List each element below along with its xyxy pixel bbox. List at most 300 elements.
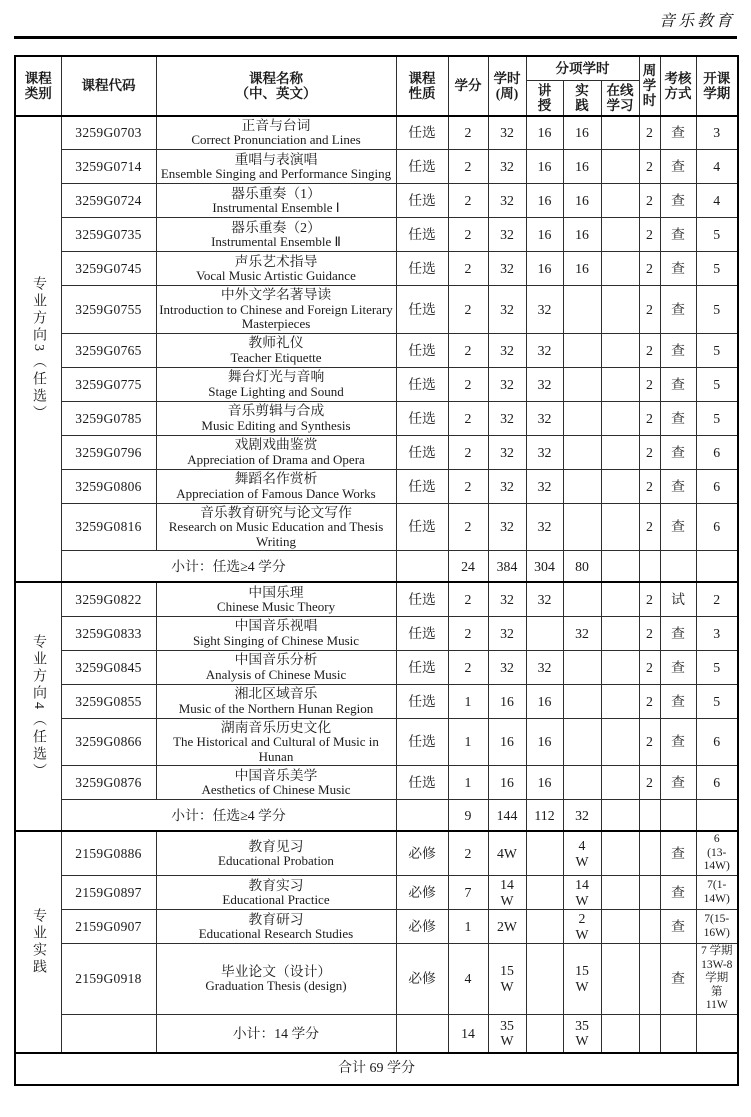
course-name-en: Teacher Etiquette <box>230 349 322 365</box>
subtotal-assessment-cell <box>660 551 696 583</box>
cell-course-code: 2159G0886 <box>61 831 156 875</box>
cell-online-hours <box>601 831 639 875</box>
cell-assessment: 查 <box>660 650 696 684</box>
cell-weekly-hours <box>639 876 660 910</box>
subtotal-nature-cell <box>396 800 448 832</box>
cell-credits: 2 <box>448 469 488 503</box>
cell-practice-hours: 2 W <box>563 910 601 944</box>
category-label: 专业实践 <box>30 908 46 976</box>
col-header-nature: 课程 性质 <box>396 56 448 116</box>
course-name-cn: 音乐教育研究与论文写作 <box>200 504 352 520</box>
course-name-cn: 器乐重奏（1） <box>231 185 321 201</box>
cell-hours: 32 <box>488 616 526 650</box>
course-row <box>15 503 738 551</box>
cell-semester: 5 <box>696 684 738 718</box>
course-name-cn: 器乐重奏（2） <box>231 219 321 235</box>
cell-nature: 任选 <box>396 469 448 503</box>
cell-lecture-hours <box>526 910 563 944</box>
cell-online-hours <box>601 252 639 286</box>
course-name-cn: 音乐剪辑与合成 <box>227 403 325 419</box>
course-row <box>15 469 738 503</box>
subtotal-weekly-cell <box>639 551 660 583</box>
cell-online-hours <box>601 435 639 469</box>
cell-semester: 5 <box>696 333 738 367</box>
subtotal-nature-cell <box>396 1014 448 1052</box>
course-name-en: Instrumental Ensemble Ⅰ <box>212 200 340 216</box>
cell-credits: 2 <box>448 401 488 435</box>
cell-practice-hours <box>563 469 601 503</box>
total-row <box>15 1053 738 1085</box>
cell-semester: 5 <box>696 401 738 435</box>
course-row <box>15 718 738 766</box>
subtotal-lecture: 304 <box>526 551 563 583</box>
subtotal-practice: 32 <box>563 800 601 832</box>
cell-weekly-hours: 2 <box>639 616 660 650</box>
col-header-credits: 学分 <box>448 56 488 116</box>
cell-semester: 7(15- 16W) <box>696 910 738 944</box>
course-name-en: Correct Pronunciation and Lines <box>191 132 361 148</box>
course-row <box>15 333 738 367</box>
cell-practice-hours: 16 <box>563 116 601 150</box>
course-name-en: Instrumental Ensemble Ⅱ <box>211 234 341 250</box>
cell-practice-hours <box>563 333 601 367</box>
cell-course-code: 3259G0785 <box>61 401 156 435</box>
subtotal-online-cell <box>601 551 639 583</box>
course-row <box>15 218 738 252</box>
cell-lecture-hours: 16 <box>526 218 563 252</box>
course-name-cn: 教育实习 <box>248 877 304 893</box>
cell-nature: 任选 <box>396 766 448 800</box>
course-name-en: Educational Practice <box>222 891 330 907</box>
cell-weekly-hours: 2 <box>639 503 660 551</box>
cell-online-hours <box>601 876 639 910</box>
cell-credits: 2 <box>448 616 488 650</box>
subtotal-empty-code-cell <box>61 1014 156 1052</box>
cell-course-code: 3259G0806 <box>61 469 156 503</box>
cell-course-code: 3259G0816 <box>61 503 156 551</box>
course-row <box>15 876 738 910</box>
cell-credits: 2 <box>448 150 488 184</box>
subtotal-nature-cell <box>396 551 448 583</box>
cell-practice-hours <box>563 367 601 401</box>
cell-assessment: 查 <box>660 616 696 650</box>
cell-semester: 6 <box>696 469 738 503</box>
cell-hours: 32 <box>488 401 526 435</box>
cell-credits: 7 <box>448 876 488 910</box>
cell-online-hours <box>601 616 639 650</box>
cell-semester: 6 <box>696 503 738 551</box>
cell-practice-hours <box>563 286 601 334</box>
cell-online-hours <box>601 184 639 218</box>
cell-nature: 任选 <box>396 184 448 218</box>
cell-course-name <box>156 116 396 150</box>
cell-weekly-hours: 2 <box>639 184 660 218</box>
cell-nature: 必修 <box>396 910 448 944</box>
cell-semester: 3 <box>696 116 738 150</box>
cell-lecture-hours: 32 <box>526 367 563 401</box>
cell-nature: 任选 <box>396 401 448 435</box>
cell-assessment: 查 <box>660 218 696 252</box>
subtotal-lecture <box>526 1014 563 1052</box>
col-header-sub-hours: 分项学时 <box>526 56 639 80</box>
header-row-1 <box>15 56 738 80</box>
subtotal-label: 小计：14 学分 <box>156 1014 396 1052</box>
cell-credits: 2 <box>448 435 488 469</box>
subtotal-semester-cell <box>696 551 738 583</box>
page-header-title: 音乐教育 <box>658 13 735 30</box>
cell-weekly-hours: 2 <box>639 150 660 184</box>
cell-credits: 1 <box>448 684 488 718</box>
cell-nature: 任选 <box>396 150 448 184</box>
cell-practice-hours <box>563 718 601 766</box>
subtotal-practice: 80 <box>563 551 601 583</box>
course-name-cn: 毕业论文（设计） <box>220 963 332 979</box>
cell-hours: 32 <box>488 252 526 286</box>
category-label: 专业方向3（任选） <box>30 276 46 422</box>
cell-weekly-hours: 2 <box>639 286 660 334</box>
cell-course-code: 3259G0755 <box>61 286 156 334</box>
cell-course-name <box>156 333 396 367</box>
curriculum-table <box>14 55 739 1086</box>
cell-practice-hours: 16 <box>563 150 601 184</box>
cell-practice-hours: 16 <box>563 184 601 218</box>
cell-weekly-hours: 2 <box>639 252 660 286</box>
cell-practice-hours: 14 W <box>563 876 601 910</box>
subtotal-row <box>15 1014 738 1052</box>
cell-assessment: 查 <box>660 831 696 875</box>
cell-weekly-hours: 2 <box>639 650 660 684</box>
cell-credits: 1 <box>448 766 488 800</box>
col-header-semester: 开课 学期 <box>696 56 738 116</box>
cell-hours: 32 <box>488 367 526 401</box>
col-header-name: 课程名称 （中、英文） <box>156 56 396 116</box>
course-row <box>15 910 738 944</box>
category-cell <box>15 831 61 1052</box>
course-row <box>15 650 738 684</box>
cell-lecture-hours: 32 <box>526 333 563 367</box>
cell-assessment: 查 <box>660 503 696 551</box>
cell-hours: 32 <box>488 150 526 184</box>
cell-lecture-hours: 32 <box>526 503 563 551</box>
cell-assessment: 查 <box>660 252 696 286</box>
cell-course-name <box>156 286 396 334</box>
cell-assessment: 查 <box>660 766 696 800</box>
cell-hours: 16 <box>488 718 526 766</box>
cell-assessment: 查 <box>660 469 696 503</box>
course-row <box>15 616 738 650</box>
cell-nature: 任选 <box>396 218 448 252</box>
cell-course-code: 3259G0714 <box>61 150 156 184</box>
cell-online-hours <box>601 367 639 401</box>
cell-lecture-hours <box>526 944 563 1015</box>
subtotal-credits: 9 <box>448 800 488 832</box>
col-header-practice: 实 践 <box>563 80 601 116</box>
cell-weekly-hours: 2 <box>639 582 660 616</box>
cell-online-hours <box>601 469 639 503</box>
cell-credits: 4 <box>448 944 488 1015</box>
course-row <box>15 150 738 184</box>
cell-practice-hours: 32 <box>563 616 601 650</box>
subtotal-lecture: 112 <box>526 800 563 832</box>
cell-semester: 5 <box>696 650 738 684</box>
cell-nature: 任选 <box>396 582 448 616</box>
col-header-weekly: 周 学 时 <box>639 56 660 116</box>
cell-weekly-hours <box>639 944 660 1015</box>
cell-semester: 7(1- 14W) <box>696 876 738 910</box>
cell-hours: 32 <box>488 218 526 252</box>
cell-practice-hours <box>563 766 601 800</box>
cell-assessment: 查 <box>660 944 696 1015</box>
course-name-en: Appreciation of Famous Dance Works <box>176 485 376 501</box>
cell-hours: 32 <box>488 582 526 616</box>
cell-nature: 任选 <box>396 718 448 766</box>
category-label: 专业方向4（任选） <box>30 633 46 780</box>
course-name-cn: 教师礼仪 <box>248 335 304 351</box>
cell-course-name <box>156 582 396 616</box>
course-name-en: Analysis of Chinese Music <box>205 666 347 682</box>
cell-nature: 必修 <box>396 876 448 910</box>
cell-nature: 任选 <box>396 684 448 718</box>
cell-course-name <box>156 910 396 944</box>
course-name-en: Aesthetics of Chinese Music <box>201 782 351 798</box>
subtotal-credits: 24 <box>448 551 488 583</box>
cell-hours: 32 <box>488 435 526 469</box>
cell-lecture-hours: 32 <box>526 286 563 334</box>
cell-assessment: 查 <box>660 401 696 435</box>
cell-online-hours <box>601 582 639 616</box>
cell-credits: 2 <box>448 218 488 252</box>
col-header-online: 在线 学习 <box>601 80 639 116</box>
cell-weekly-hours: 2 <box>639 218 660 252</box>
cell-semester: 6 <box>696 435 738 469</box>
cell-weekly-hours: 2 <box>639 401 660 435</box>
course-name-en: Ensemble Singing and Performance Singing <box>160 166 392 182</box>
subtotal-hours: 384 <box>488 551 526 583</box>
course-name-cn: 湖南音乐历史文化 <box>220 719 332 735</box>
col-header-assessment: 考核 方式 <box>660 56 696 116</box>
course-name-cn: 舞蹈名作赏析 <box>234 471 318 487</box>
course-name-cn: 中国乐理 <box>248 584 304 600</box>
cell-course-code: 2159G0918 <box>61 944 156 1015</box>
cell-assessment: 查 <box>660 876 696 910</box>
cell-lecture-hours <box>526 616 563 650</box>
cell-assessment: 查 <box>660 910 696 944</box>
subtotal-label: 小计：任选≥4 学分 <box>61 800 396 832</box>
cell-semester: 6 <box>696 766 738 800</box>
cell-credits: 1 <box>448 910 488 944</box>
course-name-en: Appreciation of Drama and Opera <box>187 451 365 467</box>
cell-assessment: 查 <box>660 150 696 184</box>
cell-course-code: 3259G0735 <box>61 218 156 252</box>
cell-weekly-hours: 2 <box>639 718 660 766</box>
cell-hours: 32 <box>488 650 526 684</box>
course-name-en: Music of the Northern Hunan Region <box>178 700 374 716</box>
course-row <box>15 582 738 616</box>
cell-online-hours <box>601 910 639 944</box>
cell-online-hours <box>601 684 639 718</box>
cell-weekly-hours: 2 <box>639 435 660 469</box>
cell-assessment: 查 <box>660 333 696 367</box>
cell-credits: 2 <box>448 286 488 334</box>
cell-credits: 2 <box>448 831 488 875</box>
subtotal-row <box>15 551 738 583</box>
cell-practice-hours <box>563 435 601 469</box>
col-header-lecture: 讲 授 <box>526 80 563 116</box>
course-row <box>15 684 738 718</box>
cell-assessment: 查 <box>660 184 696 218</box>
course-row <box>15 766 738 800</box>
cell-credits: 2 <box>448 582 488 616</box>
cell-practice-hours: 4 W <box>563 831 601 875</box>
course-name-en: Introduction to Chinese and Foreign Literary Masterpieces <box>159 301 393 332</box>
course-name-cn: 教育见习 <box>248 838 304 854</box>
cell-credits: 2 <box>448 333 488 367</box>
subtotal-semester-cell <box>696 1014 738 1052</box>
cell-semester: 6 <box>696 718 738 766</box>
cell-online-hours <box>601 116 639 150</box>
cell-semester: 5 <box>696 252 738 286</box>
cell-practice-hours: 16 <box>563 218 601 252</box>
cell-course-name <box>156 650 396 684</box>
cell-nature: 任选 <box>396 435 448 469</box>
cell-practice-hours: 16 <box>563 252 601 286</box>
course-row <box>15 944 738 1015</box>
cell-online-hours <box>601 401 639 435</box>
cell-course-code: 2159G0907 <box>61 910 156 944</box>
cell-weekly-hours: 2 <box>639 766 660 800</box>
cell-course-code: 3259G0855 <box>61 684 156 718</box>
cell-semester: 3 <box>696 616 738 650</box>
cell-hours: 32 <box>488 503 526 551</box>
cell-weekly-hours: 2 <box>639 116 660 150</box>
cell-hours: 4W <box>488 831 526 875</box>
col-header-category: 课程 类别 <box>15 56 61 116</box>
cell-course-name <box>156 718 396 766</box>
cell-course-name <box>156 150 396 184</box>
course-row <box>15 367 738 401</box>
cell-hours: 2W <box>488 910 526 944</box>
course-name-cn: 戏剧戏曲鉴赏 <box>234 437 318 453</box>
subtotal-hours: 144 <box>488 800 526 832</box>
cell-course-code: 3259G0745 <box>61 252 156 286</box>
subtotal-assessment-cell <box>660 1014 696 1052</box>
category-cell <box>15 116 61 583</box>
subtotal-weekly-cell <box>639 800 660 832</box>
cell-nature: 任选 <box>396 367 448 401</box>
cell-nature: 任选 <box>396 252 448 286</box>
cell-hours: 32 <box>488 286 526 334</box>
cell-course-name <box>156 401 396 435</box>
cell-lecture-hours: 32 <box>526 469 563 503</box>
page-header <box>14 8 737 31</box>
cell-course-code: 3259G0765 <box>61 333 156 367</box>
course-name-en: Sight Singing of Chinese Music <box>192 632 360 648</box>
course-name-cn: 中国音乐美学 <box>234 767 318 783</box>
course-name-en: Educational Probation <box>218 853 334 869</box>
course-name-cn: 中国音乐视唱 <box>234 618 318 634</box>
cell-semester: 4 <box>696 150 738 184</box>
cell-semester: 7 学期 13W-8 学期 第 11W <box>696 944 738 1015</box>
course-name-en: Music Editing and Synthesis <box>201 417 351 433</box>
course-row <box>15 831 738 875</box>
cell-hours: 32 <box>488 116 526 150</box>
course-name-cn: 舞台灯光与音响 <box>227 369 325 385</box>
subtotal-weekly-cell <box>639 1014 660 1052</box>
course-name-en: Educational Research Studies <box>198 925 354 941</box>
cell-nature: 任选 <box>396 503 448 551</box>
cell-semester: 6 (13- 14W) <box>696 831 738 875</box>
course-row <box>15 401 738 435</box>
cell-practice-hours <box>563 503 601 551</box>
cell-course-name <box>156 503 396 551</box>
cell-nature: 任选 <box>396 286 448 334</box>
cell-course-name <box>156 184 396 218</box>
cell-assessment: 查 <box>660 116 696 150</box>
cell-lecture-hours <box>526 831 563 875</box>
cell-nature: 任选 <box>396 650 448 684</box>
cell-credits: 2 <box>448 184 488 218</box>
col-header-hours: 学时 (周) <box>488 56 526 116</box>
course-name-cn: 声乐艺术指导 <box>234 253 318 269</box>
cell-lecture-hours: 16 <box>526 184 563 218</box>
cell-online-hours <box>601 218 639 252</box>
cell-online-hours <box>601 286 639 334</box>
cell-hours: 16 <box>488 684 526 718</box>
cell-assessment: 查 <box>660 718 696 766</box>
cell-online-hours <box>601 718 639 766</box>
cell-course-name <box>156 252 396 286</box>
cell-hours: 32 <box>488 469 526 503</box>
cell-nature: 必修 <box>396 944 448 1015</box>
cell-lecture-hours: 32 <box>526 582 563 616</box>
cell-course-code: 3259G0866 <box>61 718 156 766</box>
cell-nature: 任选 <box>396 333 448 367</box>
subtotal-row <box>15 800 738 832</box>
cell-lecture-hours: 32 <box>526 435 563 469</box>
cell-weekly-hours <box>639 910 660 944</box>
subtotal-label: 小计：任选≥4 学分 <box>61 551 396 583</box>
course-name-en: Vocal Music Artistic Guidance <box>196 268 356 284</box>
course-name-cn: 正音与台词 <box>241 117 311 133</box>
cell-course-code: 3259G0703 <box>61 116 156 150</box>
cell-course-name <box>156 367 396 401</box>
cell-nature: 任选 <box>396 616 448 650</box>
cell-semester: 2 <box>696 582 738 616</box>
category-cell <box>15 582 61 831</box>
cell-practice-hours <box>563 650 601 684</box>
cell-course-name <box>156 876 396 910</box>
cell-lecture-hours: 16 <box>526 766 563 800</box>
cell-weekly-hours: 2 <box>639 367 660 401</box>
cell-assessment: 查 <box>660 435 696 469</box>
cell-practice-hours <box>563 684 601 718</box>
cell-lecture-hours: 16 <box>526 150 563 184</box>
cell-semester: 5 <box>696 286 738 334</box>
cell-lecture-hours: 32 <box>526 401 563 435</box>
cell-credits: 2 <box>448 116 488 150</box>
course-name-en: Research on Music Education and Thesis Writing <box>168 519 384 549</box>
cell-course-code: 3259G0822 <box>61 582 156 616</box>
course-name-en: Stage Lighting and Sound <box>208 383 344 399</box>
cell-lecture-hours: 16 <box>526 684 563 718</box>
subtotal-credits: 14 <box>448 1014 488 1052</box>
cell-online-hours <box>601 944 639 1015</box>
cell-course-code: 3259G0833 <box>61 616 156 650</box>
course-name-en: Chinese Music Theory <box>216 598 336 614</box>
cell-hours: 14 W <box>488 876 526 910</box>
cell-online-hours <box>601 503 639 551</box>
header-rule <box>14 36 737 39</box>
